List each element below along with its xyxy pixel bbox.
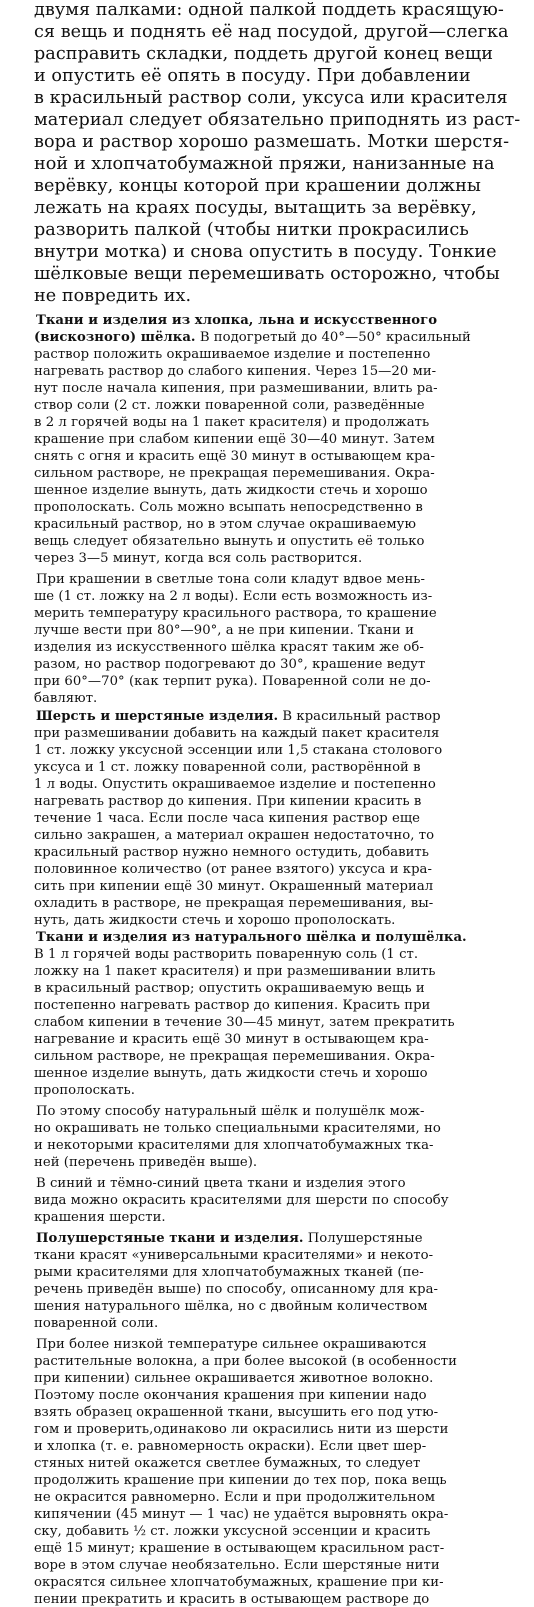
text-line	[34, 330, 524, 345]
text-line: половинное количество (от ранее взятого) уксуса и кра-	[34, 862, 432, 877]
text-line: охладить в растворе, не прекращая перемешивания, вы-	[34, 896, 434, 911]
text-line: расправить складки, поддеть другой конец вещи	[34, 44, 494, 64]
text-line: разом, но раствор подогревают до 30°, крашение ведут	[34, 657, 426, 672]
text-line: раствор положить окрашиваемое изделие и постепенно	[34, 347, 431, 362]
text-line: пении прекратить и красить в остывающем растворе до	[34, 1592, 430, 1607]
text-line: крашения шерсти.	[34, 1210, 166, 1225]
text-line: и хлопка (т. е. равномерность окраски). Если цвет шер-	[34, 1439, 427, 1454]
text-line: и некоторыми красителями для хлопчатобумажных тка-	[34, 1138, 434, 1153]
text-line: лежать на краях посуды, вытащить за верёвку,	[34, 198, 477, 218]
text-line: ещё 15 минут; крашение в остывающем красильном раст-	[34, 1541, 445, 1556]
text-line: ложку на 1 пакет красителя) и при размешивании влить	[34, 964, 436, 979]
section-heading-text: Полушерстяные ткани и изделия.	[36, 1231, 304, 1246]
text-line: в красильный раствор; опустить окрашиваемую вещь и	[34, 981, 425, 996]
text-line: нагревать раствор до слабого кипения. Через 15—20 ми-	[34, 364, 437, 379]
text-line: шенное изделие вынуть, дать жидкости стечь и хорошо	[34, 483, 428, 498]
text-line: прополоскать.	[34, 1083, 136, 1098]
text-line: шенное изделие вынуть, дать жидкости стечь и хорошо	[34, 1066, 428, 1081]
text-line: но окрашивать не только специальными красителями, но	[34, 1121, 441, 1136]
text-line: В 1 л горячей воды растворить поваренную соль (1 ст.	[34, 947, 419, 962]
text-line: растительные волокна, а при более высокой (в особенности	[34, 1354, 457, 1369]
text-line: вещь следует обязательно вынуть и опустить её только	[34, 534, 425, 549]
text-line: продолжить крашение при кипении до тех пор, пока вещь	[34, 1473, 447, 1488]
text-line: сить при кипении ещё 30 минут. Окрашенный материал	[34, 879, 434, 894]
text-line: при 60°—70° (как терпит рука). Поваренной соли не до-	[34, 674, 431, 689]
text-line: мерить температуру красильного раствора, то крашение	[34, 606, 437, 621]
text-line: гом и проверить,одинаково ли окрасились нити из шерсти	[34, 1422, 449, 1437]
section-heading-text: Ткани и изделия из натурального шёлка и полушёлка.	[36, 930, 467, 945]
text-line: рыми красителями для хлопчатобумажных тканей (пе-	[34, 1265, 424, 1280]
text-line: вида можно окрасить красителями для шерсти по способу	[34, 1193, 449, 1208]
text-line: красильный раствор, но в этом случае окрашиваемую	[34, 517, 417, 532]
text-line	[36, 1231, 526, 1246]
body-text: В красильный раствор	[278, 709, 441, 724]
text-line: ше (1 ст. ложку на 2 л воды). Если есть возможность из-	[34, 589, 433, 604]
text-line: не окрасится равномерно. Если и при продолжительном	[34, 1490, 436, 1505]
text-line: взять образец окрашенной ткани, высушить его под утю-	[34, 1405, 439, 1420]
text-line: ткани красят «универсальными красителями» и некото-	[34, 1248, 434, 1263]
text-line: уксуса и 1 ст. ложку поваренной соли, растворённой в	[34, 760, 421, 775]
text-line: При крашении в светлые тона соли кладут вдвое мень-	[36, 572, 426, 587]
text-line: двумя палками: одной палкой поддеть красящую-	[34, 0, 504, 20]
text-line: лучше вести при 80°—90°, а не при кипении. Ткани и	[34, 623, 414, 638]
text-line: окрасятся сильнее хлопчатобумажных, крашение при ки-	[34, 1575, 444, 1590]
section-heading-text: Ткани и изделия из хлопка, льна и искусственного	[36, 313, 438, 328]
section-heading-text: (вискозного) шёлка.	[34, 330, 196, 345]
text-line: изделия из искусственного шёлка красят таким же об-	[34, 640, 424, 655]
text-line: нагревать раствор до кипения. При кипении красить в	[34, 794, 422, 809]
text-line: поваренной соли.	[34, 1316, 159, 1331]
text-line: створ соли (2 ст. ложки поваренной соли, разведённые	[34, 398, 425, 413]
text-line: при кипении) сильнее окрашивается животное волокно.	[34, 1371, 434, 1386]
text-line: течение 1 часа. Если после часа кипения раствор еще	[34, 811, 420, 826]
text-line: сильном растворе, не прекращая перемешивания. Окра-	[34, 466, 435, 481]
text-line: В синий и тёмно-синий цвета ткани и изделия этого	[36, 1176, 406, 1191]
text-line: сильно закрашен, а материал окрашен недостаточно, то	[34, 828, 435, 843]
section-heading	[36, 930, 526, 945]
text-line: 1 ст. ложку уксусной эссенции или 1,5 стакана столового	[34, 743, 443, 758]
text-line: верёвку, концы которой при крашении должны	[34, 176, 481, 196]
body-text: В подогретый до 40°—50° красильный	[195, 330, 471, 345]
text-line: в красильный раствор соли, уксуса или красителя	[34, 88, 508, 108]
text-line: бавляют.	[34, 691, 98, 706]
text-line: при размешивании добавить на каждый пакет красителя	[34, 726, 440, 741]
text-line: ной и хлопчатобумажной пряжи, нанизанные на	[34, 154, 495, 174]
text-line: шения натурального шёлка, но с двойным количеством	[34, 1299, 428, 1314]
text-line: Поэтому после окончания крашения при кипении надо	[34, 1388, 427, 1403]
text-line: слабом кипении в течение 30—45 минут, затем прекратить	[34, 1015, 455, 1030]
text-line: нуть, дать жидкости стечь и хорошо прополоскать.	[34, 913, 396, 928]
text-line: ся вещь и поднять её над посудой, другой—слегка	[34, 22, 509, 42]
text-line: не повредить их.	[34, 286, 192, 306]
text-line: через 3—5 минут, когда вся соль растворится.	[34, 551, 363, 566]
text-line: кипячении (45 минут — 1 час) не удаётся выровнять окра-	[34, 1507, 449, 1522]
text-line: и опустить её опять в посуду. При добавлении	[34, 66, 471, 86]
text-line: шёлковые вещи перемешивать осторожно, чтобы	[34, 264, 500, 284]
section-heading-text: Шерсть и шерстяные изделия.	[36, 709, 279, 724]
text-line: ней (перечень приведён выше).	[34, 1155, 258, 1170]
text-line: внутри мотка) и снова опустить в посуду. Тонкие	[34, 242, 497, 262]
text-line: нут после начала кипения, при размешивании, влить ра-	[34, 381, 438, 396]
text-line: вора и раствор хорошо размешать. Мотки шерстя-	[34, 132, 510, 152]
text-line: сильном растворе, не прекращая перемешивания. Окра-	[34, 1049, 435, 1064]
text-line: стяных нитей окажется светлее бумажных, то следует	[34, 1456, 421, 1471]
section-heading	[36, 313, 526, 328]
text-line: снять с огня и красить ещё 30 минут в остывающем кра-	[34, 449, 436, 464]
text-line: материал следует обязательно приподнять из раст-	[34, 110, 521, 130]
text-line: постепенно нагревать раствор до кипения. Красить при	[34, 998, 431, 1013]
text-line: разворить палкой (чтобы нитки прокрасились	[34, 220, 469, 240]
text-line: При более низкой температуре сильнее окрашиваются	[36, 1337, 427, 1352]
text-line	[36, 709, 526, 724]
text-line: речень приведён выше) по способу, описанному для кра-	[34, 1282, 439, 1297]
text-line: нагревание и красить ещё 30 минут в остывающем кра-	[34, 1032, 429, 1047]
text-line: 1 л воды. Опустить окрашиваемое изделие и постепенно	[34, 777, 436, 792]
text-line: ску, добавить ½ ст. ложки уксусной эссенции и красить	[34, 1524, 431, 1539]
text-line: прополоскать. Соль можно всыпать непосредственно в	[34, 500, 423, 515]
text-line: красильный раствор нужно немного остудить, добавить	[34, 845, 429, 860]
text-line: По этому способу натуральный шёлк и полушёлк мож-	[36, 1104, 425, 1119]
text-line: воре в этом случае необязательно. Если шерстяные нити	[34, 1558, 440, 1573]
body-text: Полушерстяные	[303, 1231, 423, 1246]
text-line: крашение при слабом кипении ещё 30—40 минут. Затем	[34, 432, 435, 447]
text-line: в 2 л горячей воды на 1 пакет красителя) и продолжать	[34, 415, 430, 430]
